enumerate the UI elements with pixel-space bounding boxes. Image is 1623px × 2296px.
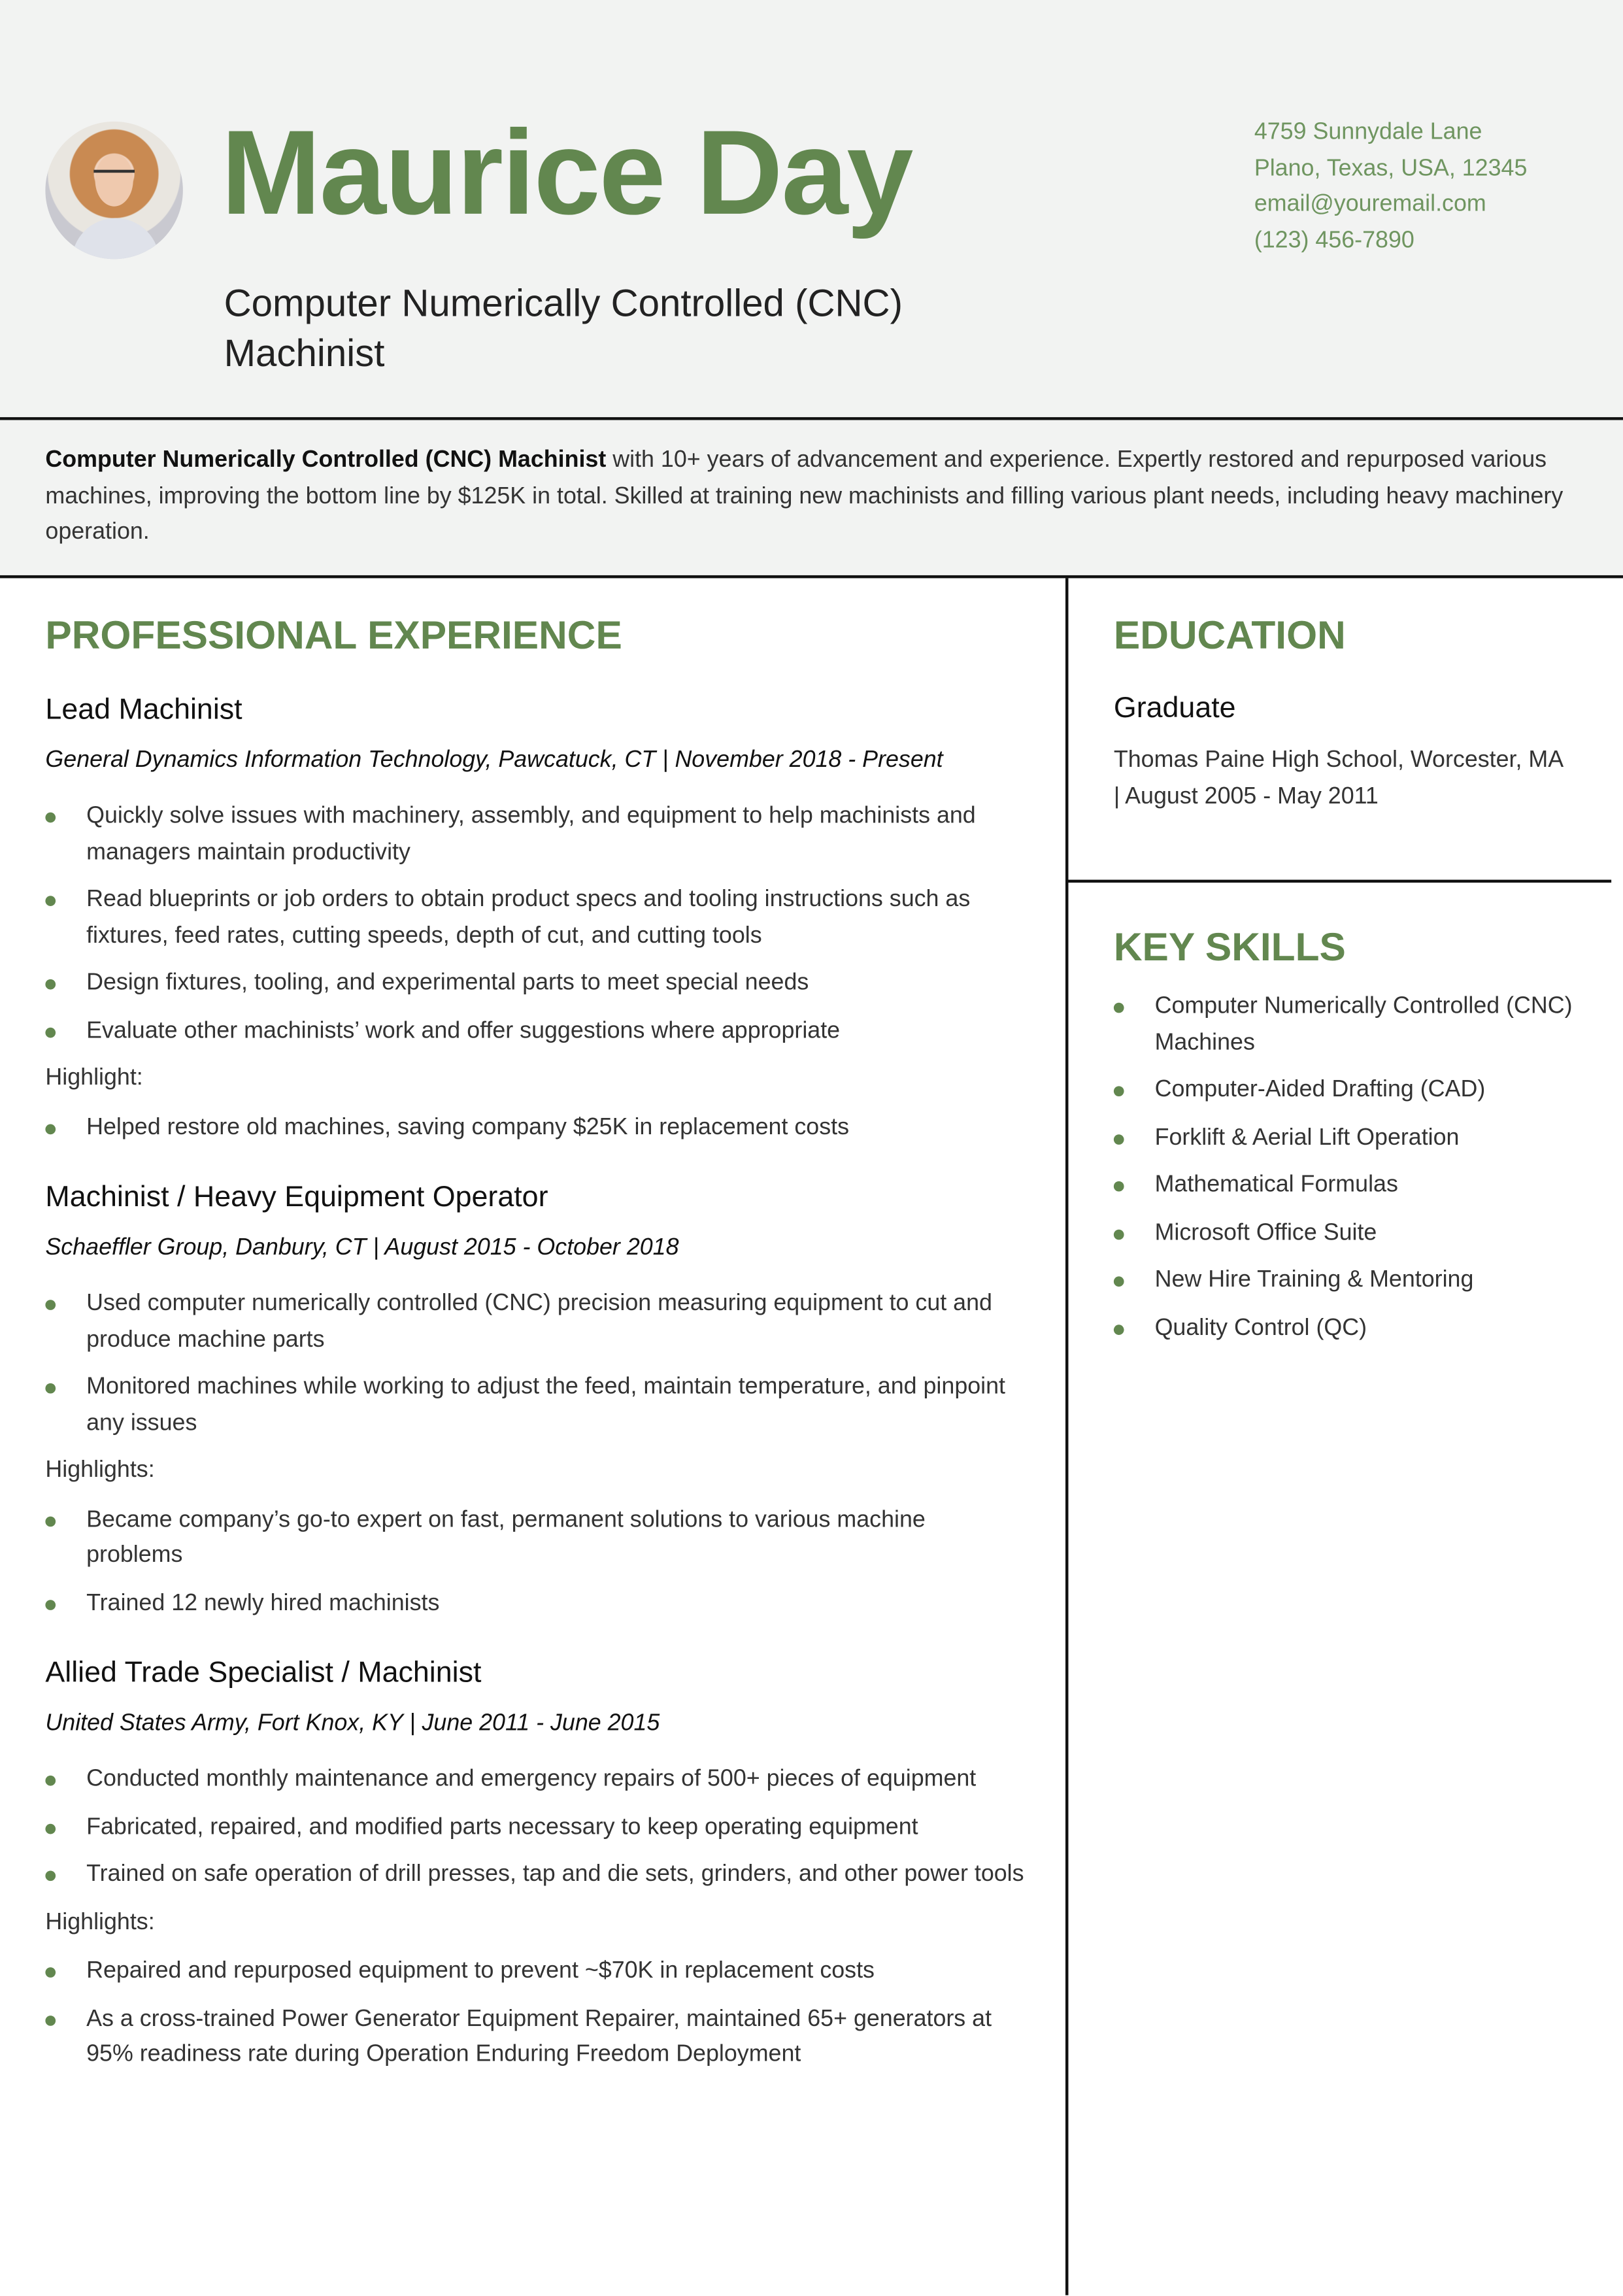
bullet-text: Read blueprints or job orders to obtain product specs and tooling instructions such as fixtures, feed rates, cutting speeds, depth of cut, and cutting tools <box>86 886 971 948</box>
experience-section <box>45 612 1026 2085</box>
bullet-icon <box>1114 1086 1124 1096</box>
bullet-icon <box>45 1599 56 1610</box>
bullet-item <box>45 966 1026 1002</box>
bullet-text: Helped restore old machines, saving company $25K in replacement costs <box>86 1114 850 1140</box>
bullet-item <box>1114 1121 1582 1156</box>
bullet-item <box>45 1502 1026 1574</box>
bullet-text: Used computer numerically controlled (CNC) precision measuring equipment to cut and produce machine parts <box>86 1291 992 1352</box>
candidate-name: Maurice Day <box>221 107 912 241</box>
bullet-icon <box>1114 1324 1124 1334</box>
summary-text <box>45 443 1567 551</box>
job-entry <box>45 691 1026 1146</box>
bullet-icon <box>45 1870 56 1881</box>
bullet-text: Conducted monthly maintenance and emergency repairs of 500+ pieces of equipment <box>86 1766 977 1792</box>
job-title: Machinist / Heavy Equipment Operator <box>45 1181 548 1214</box>
bullet-item <box>45 1954 1026 1990</box>
bullet-item <box>45 1857 1026 1893</box>
bullet-item <box>45 1110 1026 1146</box>
highlight-bullets <box>45 1954 1026 2073</box>
bullet-text: Design fixtures, tooling, and experimental parts to meet special needs <box>86 970 809 996</box>
contact-info <box>1254 116 1528 259</box>
summary-body: with 10+ years of advancement and experience. Expertly restored and repurposed various machines, improving the bottom line by $125K in total. Skilled at training new machinists and filling various plant needs, including heavy machinery operation. <box>45 448 1564 545</box>
bullet-item <box>45 799 1026 871</box>
job-title: Lead Machinist <box>45 694 243 726</box>
highlight-label: Highlights: <box>45 1909 155 1934</box>
column-divider <box>1065 578 1068 2295</box>
job-entry <box>45 1654 1026 2073</box>
bullet-item <box>45 1586 1026 1622</box>
bullet-icon <box>45 1300 56 1310</box>
bullet-text: Trained 12 newly hired machinists <box>86 1590 440 1615</box>
bullet-icon <box>1114 1134 1124 1144</box>
bullet-text: Monitored machines while working to adjust the feed, maintain temperature, and pinpoint any issues <box>86 1374 1006 1436</box>
bullet-icon <box>45 813 56 823</box>
bullet-item <box>1114 990 1582 1062</box>
bullet-text: Computer-Aided Drafting (CAD) <box>1154 1077 1486 1102</box>
bullet-text: Quickly solve issues with machinery, assembly, and equipment to help machinists and managers maintain productivity <box>86 803 976 865</box>
job-bullets <box>45 1763 1026 1893</box>
bullet-text: Microsoft Office Suite <box>1154 1220 1377 1245</box>
bullet-text: Became company’s go-to expert on fast, permanent solutions to various machine problems <box>86 1507 926 1568</box>
bullet-text: Forklift & Aerial Lift Operation <box>1154 1124 1460 1150</box>
bullet-text: Repaired and repurposed equipment to prevent ~$70K in replacement costs <box>86 1958 875 1984</box>
bullet-text: New Hire Training & Mentoring <box>1154 1267 1474 1293</box>
bullet-icon <box>45 2015 56 2025</box>
bullet-text: As a cross-trained Power Generator Equipment Repairer, maintained 65+ generators at 95% readiness rate during Operation Enduring Freedom Deployment <box>86 2006 992 2067</box>
job-subtitle: Schaeffler Group, Danbury, CT | August 2015 - October 2018 <box>45 1235 679 1260</box>
education-heading: EDUCATION <box>1113 613 1346 658</box>
highlight-label: Highlight: <box>45 1065 143 1091</box>
bullet-text: Evaluate other machinists’ work and offer suggestions where appropriate <box>86 1018 841 1043</box>
bullet-icon <box>45 1027 56 1038</box>
bullet-item <box>1114 1168 1582 1204</box>
bullet-text: Fabricated, repaired, and modified parts necessary to keep operating equipment <box>86 1814 918 1840</box>
summary-bold: Computer Numerically Controlled (CNC) Machinist <box>45 448 607 473</box>
bullet-text: Mathematical Formulas <box>1154 1172 1398 1198</box>
job-bullets <box>45 799 1026 1049</box>
bullet-item <box>45 1287 1026 1359</box>
bullet-icon <box>1114 1003 1124 1013</box>
bullet-item <box>45 1763 1026 1798</box>
contact-email[interactable]: email@youremail.com <box>1254 192 1486 217</box>
header <box>0 0 1623 420</box>
highlight-label: Highlights: <box>45 1458 155 1483</box>
bullet-item <box>1114 1263 1582 1299</box>
skills-heading: KEY SKILLS <box>1113 925 1346 970</box>
bullet-icon <box>45 979 56 990</box>
bullet-item <box>45 1014 1026 1050</box>
bullet-icon <box>45 896 56 906</box>
education-degree: Graduate <box>1113 692 1236 725</box>
skills-list <box>1114 990 1582 1347</box>
bullet-item <box>45 1370 1026 1442</box>
job-subtitle: General Dynamics Information Technology, Pawcatuck, CT | November 2018 - Present <box>45 748 943 773</box>
bullet-icon <box>1114 1229 1124 1240</box>
contact-city: Plano, Texas, USA, 12345 <box>1254 156 1528 181</box>
contact-phone: (123) 456-7890 <box>1254 228 1414 253</box>
job-subtitle: United States Army, Fort Knox, KY | June 2011 - June 2015 <box>45 1711 660 1736</box>
bullet-item <box>45 2002 1026 2074</box>
bullet-text: Computer Numerically Controlled (CNC) Machines <box>1154 994 1573 1055</box>
sidebar <box>1114 612 1582 1359</box>
bullet-icon <box>45 1967 56 1978</box>
job-title: Allied Trade Specialist / Machinist <box>45 1657 482 1689</box>
experience-heading: PROFESSIONAL EXPERIENCE <box>45 613 622 658</box>
summary-section <box>0 420 1623 579</box>
bullet-item <box>45 883 1026 954</box>
bullet-icon <box>1114 1276 1124 1287</box>
job-bullets <box>45 1287 1026 1442</box>
bullet-icon <box>45 1383 56 1394</box>
candidate-title: Computer Numerically Controlled (CNC) Machinist <box>224 280 903 375</box>
bullet-item <box>1114 1215 1582 1251</box>
highlight-bullets <box>45 1110 1026 1146</box>
bullet-text: Trained on safe operation of drill presses, tap and die sets, grinders, and other power tools <box>86 1862 1024 1887</box>
bullet-icon <box>45 1776 56 1786</box>
contact-address: 4759 Sunnydale Lane <box>1254 120 1482 145</box>
bullet-item <box>1114 1073 1582 1109</box>
bullet-icon <box>1114 1181 1124 1192</box>
bullet-icon <box>45 1123 56 1134</box>
profile-photo <box>45 122 182 259</box>
education-detail: Thomas Paine High School, Worcester, MA | August 2005 - May 2011 <box>1113 748 1563 809</box>
bullet-icon <box>45 1515 56 1526</box>
bullet-icon <box>45 1823 56 1834</box>
job-entry <box>45 1178 1026 1621</box>
bullet-item <box>1114 1311 1582 1347</box>
bullet-text: Quality Control (QC) <box>1154 1315 1367 1340</box>
highlight-bullets <box>45 1502 1026 1621</box>
bullet-item <box>45 1810 1026 1846</box>
